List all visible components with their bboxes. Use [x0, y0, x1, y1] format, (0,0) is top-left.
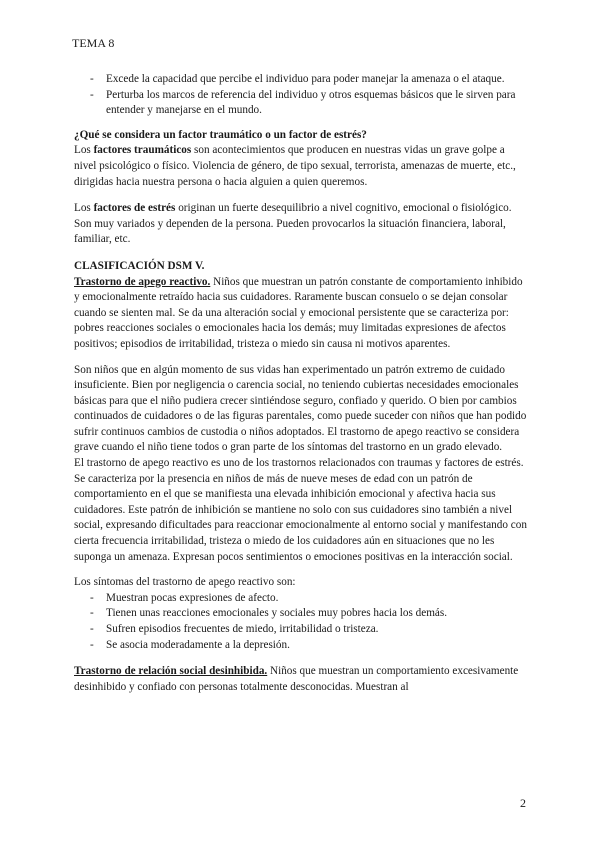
section-title: CLASIFICACIÓN DSM V.	[74, 259, 205, 272]
question-heading: ¿Qué se considera un factor traumático o un factor de estrés?	[74, 128, 367, 141]
reactive-subtitle: Trastorno de apego reactivo.	[74, 275, 211, 288]
page-number: 2	[520, 796, 526, 810]
reactive-paragraph-2: Son niños que en algún momento de sus vidas han experimentado un patrón extremo de cuidado insuficiente. Bien por negligencia o carencia social, no teniendo cubiertas necesidades emocionales básicas para que el niño pudiera crecer sintiéndose seguro, confiado y querido. O bien por cambios continuados de cuidadores o de las figuras parentales, como puede suceder con niños que han podido sufrir continuos cambios de custodia o niños adoptados. El trastorno de apego reactivo se considera grave cuando el niño tiene todos o gran parte de los síntomas del trastorno en un grado elevado.	[74, 363, 527, 454]
stress-paragraph: Los factores de estrés originan un fuerte desequilibrio a nivel cognitivo, emocional o fisiológico. Son muy variados y dependen de la persona. Pueden provocarlos la situación financiera, laboral, familiar, etc.	[74, 202, 512, 246]
dash-bullet: -	[90, 623, 94, 635]
dash-bullet: -	[90, 591, 94, 604]
dash-bullet: -	[90, 73, 94, 85]
trauma-paragraph: Los factores traumáticos son acontecimientos que producen en nuestras vidas un grave golpe a nivel psicológico o físico. Violencia de género, de tipo sexual, terrorista, amenazas de muerte, etc., dirigidas hacia nuestra persona o hacia alguien a quien queremos.	[74, 144, 516, 188]
trauma-term: factores traumáticos	[93, 144, 192, 157]
dash-bullet: -	[90, 88, 94, 101]
reactive-paragraph-3: El trastorno de apego reactivo es uno de los trastornos relacionados con traumas y factores de estrés. Se caracteriza por la presencia en niños de más de nueve meses de edad con un patrón de comportamiento en el que se manifiesta una elevada inhibición emocional y afectiva hacia sus cuidadores. Este patrón de inhibición se mantiene no solo con sus cuidadores sino también a nivel social, expresando dificultades para reaccionar emocionalmente al entorno social y manifestando con cierta frecuencia irritabilidad, tristeza o miedo de los cuidadores aún en situaciones que no les suponga un amenaza. Expresan pocos sentimientos o emociones positivas en la interacción social.	[74, 457, 527, 563]
page-content	[74, 72, 529, 695]
list-item: - Sufren episodios frecuentes de miedo, irritabilidad o tristeza.	[74, 622, 529, 638]
page-header: TEMA 8	[72, 36, 115, 50]
dash-bullet: -	[90, 607, 94, 620]
list-item: - Se asocia moderadamente a la depresión.	[74, 638, 529, 654]
list-item: - Excede la capacidad que percibe el individuo para poder manejar la amenaza o el ataque.	[74, 72, 529, 88]
list-item: - Perturba los marcos de referencia del individuo y otros esquemas básicos que le sirven para entender y manejarse en el mundo.	[90, 88, 516, 117]
list-item: - Muestran pocas expresiones de afecto.	[74, 591, 529, 607]
reactive-paragraph-1: Trastorno de apego reactivo. Niños que muestran un patrón constante de comportamiento inhibido y emocionalmente retraído hacia sus cuidadores. Raramente buscan consuelo o se dejan consolar cuando se sienten mal. Se da una alteración social y emocional persistente que se caracteriza por: pobres reacciones sociales o emocionales hacia los demás; muy limitadas expresiones de afectos positivos; episodios de irritabilidad, tristeza o miedo sin causa ni motivos aparentes.	[74, 275, 523, 350]
symptoms-list	[74, 591, 529, 653]
symptoms-intro: Los síntomas del trastorno de apego reactivo son:	[74, 576, 296, 589]
list-item: - Tienen unas reacciones emocionales y sociales muy pobres hacia los demás.	[74, 606, 529, 622]
disinhibited-subtitle: Trastorno de relación social desinhibida.	[74, 665, 268, 678]
disinhibited-paragraph: Trastorno de relación social desinhibida. Niños que muestran un comportamiento excesivamente desinhibido y confiado con personas totalmente desconocidas. Muestran al	[74, 665, 519, 693]
top-list	[74, 72, 529, 119]
dash-bullet: -	[90, 638, 94, 651]
stress-term: factores de estrés	[93, 202, 176, 215]
